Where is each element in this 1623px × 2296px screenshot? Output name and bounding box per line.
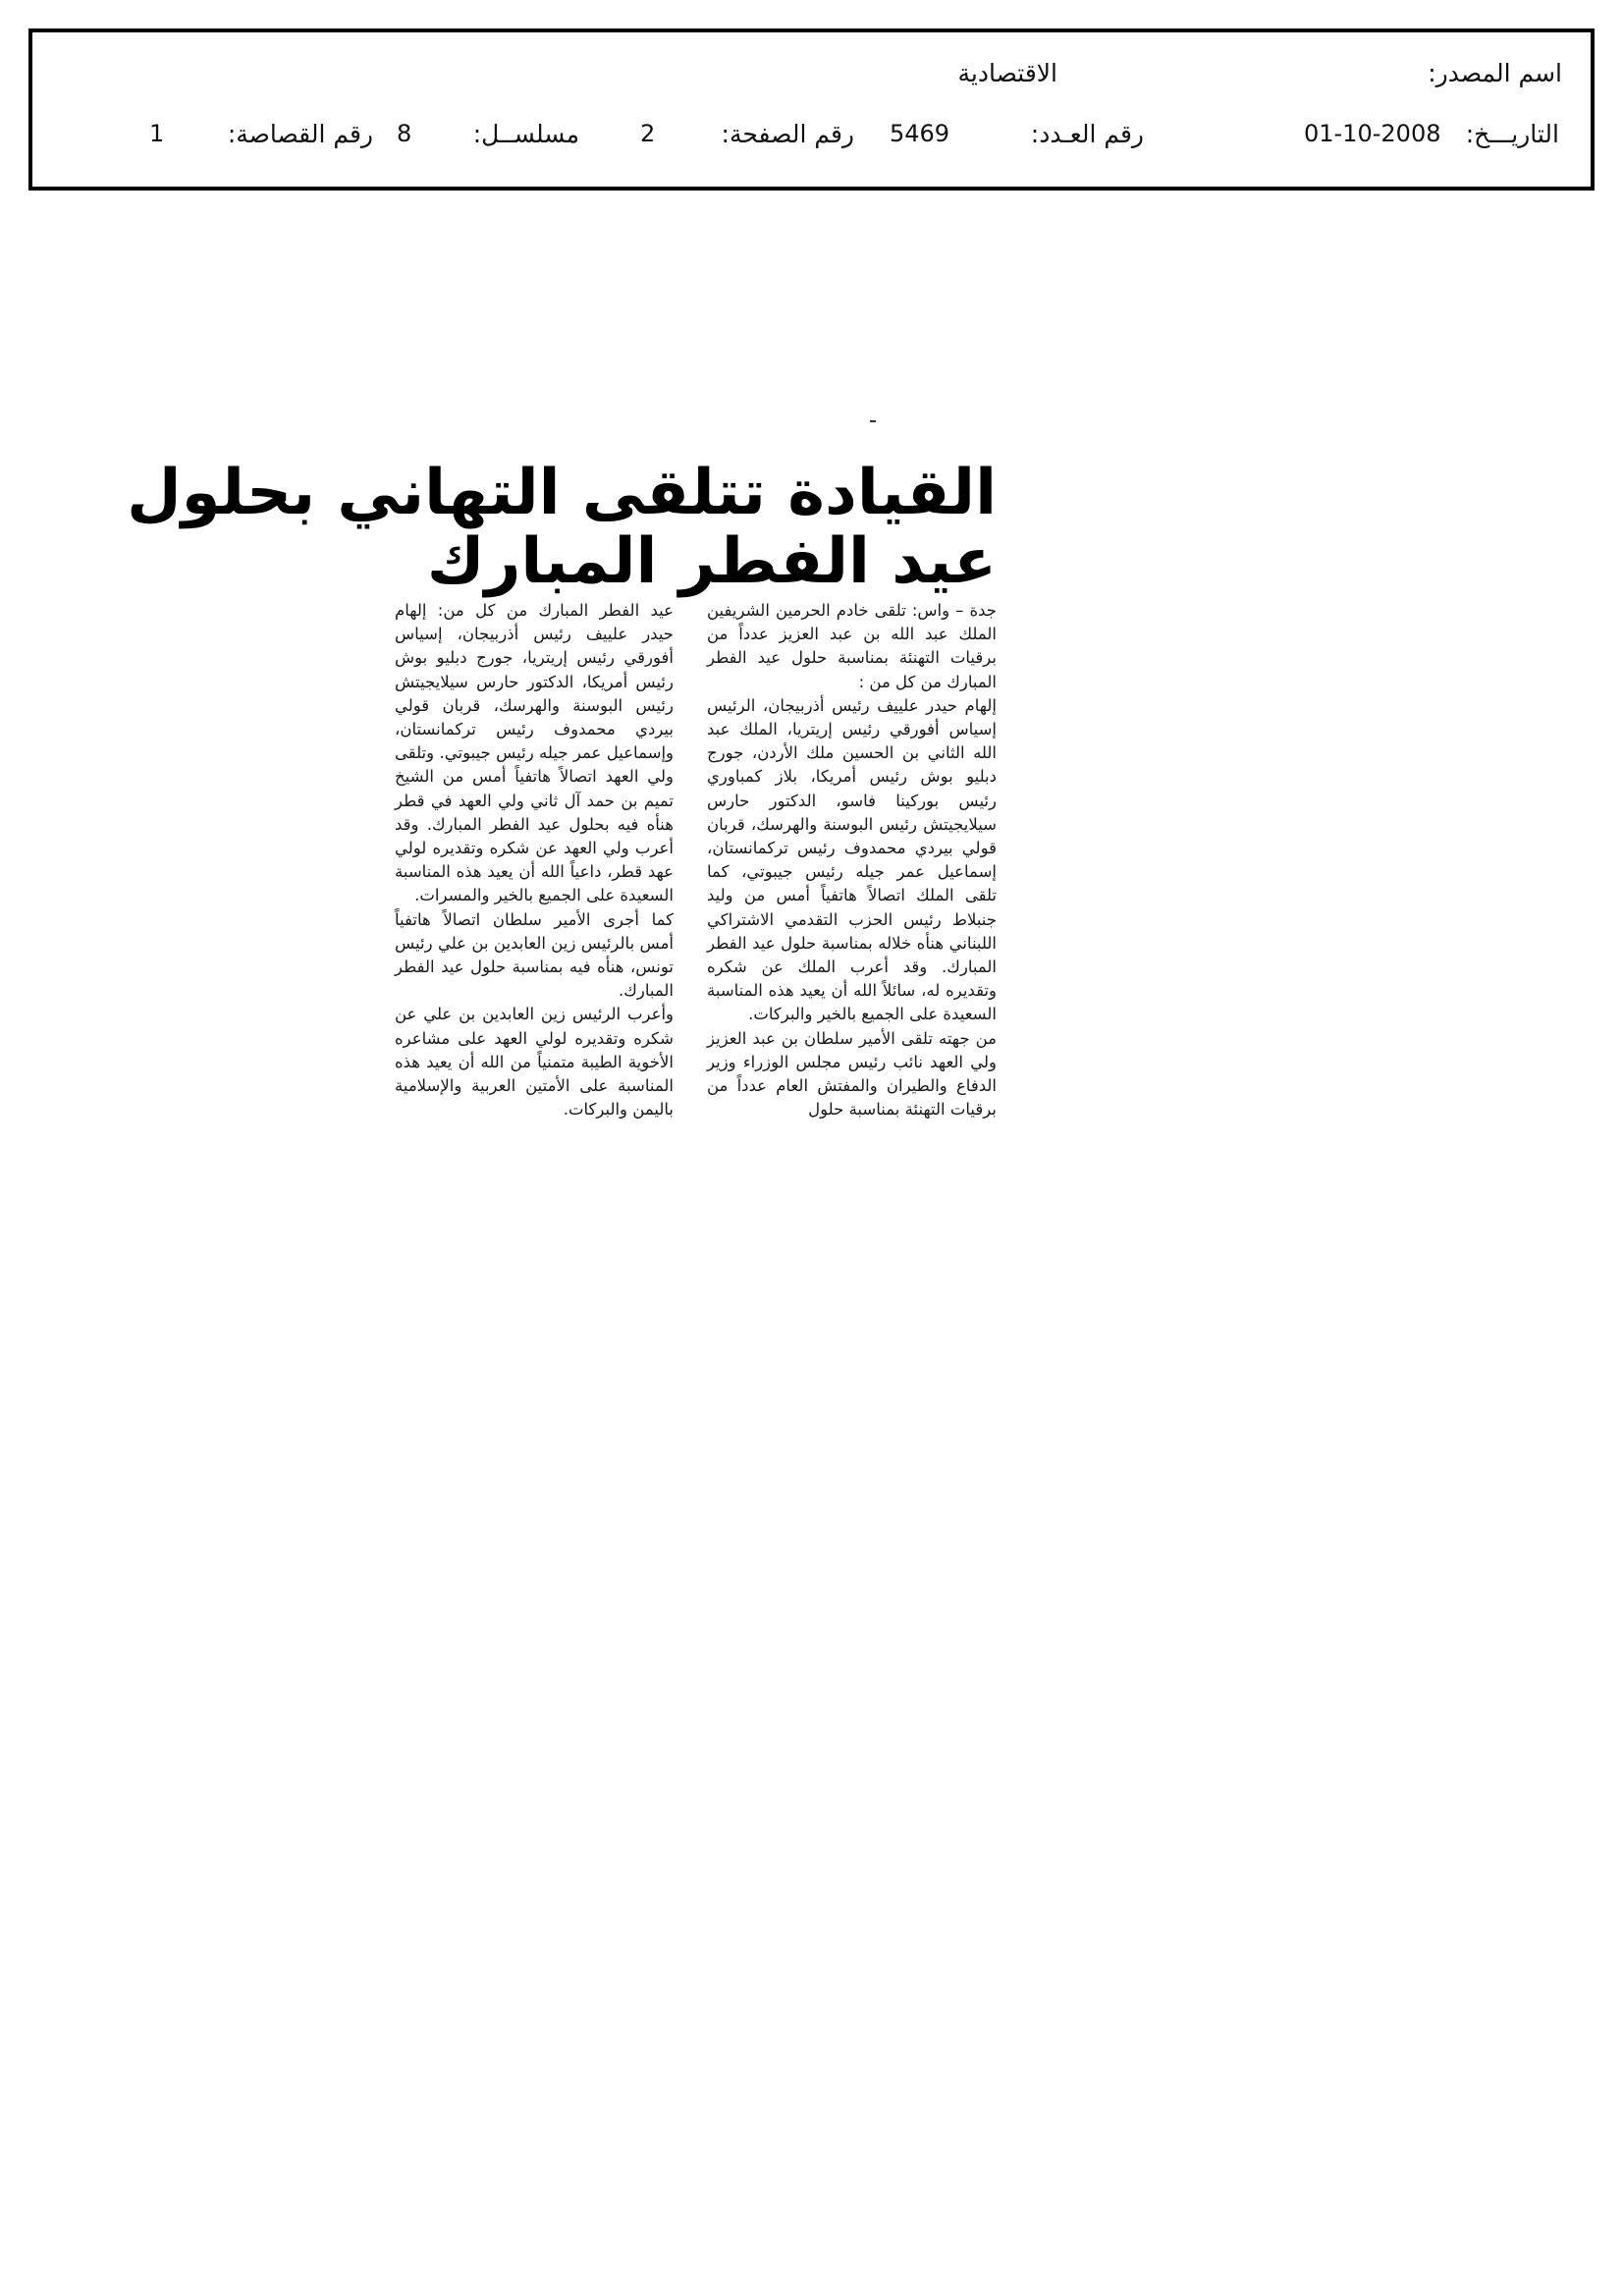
source-label: اسم المصدر:	[1428, 59, 1562, 87]
paragraph: عيد الفطر المبارك من كل من: إلهام حيدر علييف رئيس أذربيجان، إسياس أفورقي رئيس إريتريا، جورج دبليو بوش رئيس أمريكا، الدكتور حارس سيلايجيتش رئيس البوسنة والهرسك، قربان قولي بيردي محمدوف رئيس تركمانستان، وإسماعيل عمر جيله رئيس جيبوتي. وتلقى ولي العهد اتصالاً هاتفياً أمس من الشيخ تميم بن حمد آل ثاني ولي العهد في قطر هنأه فيه بحلول عيد الفطر المبارك. وقد أعرب ولي العهد عن شكره وتقديره لولي عهد قطر، داعياً الله أن يعيد هذه المناسبة السعيدة على الجميع بالخير والمسرات.	[395, 601, 674, 905]
paragraph: إلهام حيدر علييف رئيس أذربيجان، الرئيس إسياس أفورقي رئيس إريتريا، الملك عبد الله الثاني بن الحسين ملك الأردن، جورج دبليو بوش رئيس أمريكا، بلاز كمباوري رئيس بوركينا فاسو، الدكتور حارس سيلايجيتش رئيس البوسنة والهرسك، قربان قولي بيردي محمدوف رئيس تركمانستان، إسماعيل عمر جيله رئيس جيبوتي، كما تلقى الملك اتصالاً هاتفياً أمس من وليد جنبلاط رئيس الحزب التقدمي الاشتراكي اللبناني هنأه خلاله بمناسبة حلول عيد الفطر المبارك. وقد أعرب الملك عن شكره وتقديره له، سائلاً الله أن يعيد هذه المناسبة السعيدة على الجميع بالخير والبركات.	[707, 695, 997, 1024]
date-label: التاريـــخ:	[1465, 120, 1559, 148]
paragraph: كما أجرى الأمير سلطان اتصالاً هاتفياً أمس بالرئيس زين العابدين بن علي رئيس تونس، هنأه فيه بمناسبة حلول عيد الفطر المبارك.	[395, 909, 674, 1001]
clipping-header-box	[28, 28, 1595, 191]
page-value: 2	[640, 120, 656, 147]
page-label: رقم الصفحة:	[721, 120, 854, 148]
date-value: 01-10-2008	[1304, 120, 1441, 147]
headline-line-1: القيادة تتلقى التهاني بحلول	[127, 457, 997, 529]
issue-label: رقم العـدد:	[1030, 120, 1144, 148]
issue-value: 5469	[890, 120, 950, 147]
paragraph: من جهته تلقى الأمير سلطان بن عبد العزيز ولي العهد نائب رئيس مجلس الوزراء وزير الدفاع والطيران والمفتش العام عدداً من برقيات التهنئة بمناسبة حلول	[707, 1028, 997, 1120]
serial-label: مسلســل:	[472, 120, 579, 148]
headline-line-2: عيد الفطر المبارك	[426, 525, 997, 598]
source-value: الاقتصادية	[957, 59, 1057, 87]
paragraph: وأعرب الرئيس زين العابدين بن علي عن شكره وتقديره لولي العهد على مشاعره الأخوية الطيبة متمنياً من الله أن يعيد هذه المناسبة على الأمتين العربية والإسلامية باليمن والبركات.	[395, 1005, 674, 1120]
serial-value: 8	[397, 120, 412, 147]
paragraph: جدة – واس: تلقى خادم الحرمين الشريفين الملك عبد الله بن عبد العزيز عدداً من برقيات التهنئة بمناسبة حلول عيد الفطر المبارك من كل من :	[707, 601, 997, 691]
print-mark	[870, 420, 876, 422]
article-column-right	[707, 599, 997, 1121]
clipping-value: 1	[149, 120, 165, 147]
article-column-left	[395, 599, 674, 1121]
clipping-label: رقم القصاصة:	[227, 120, 373, 148]
